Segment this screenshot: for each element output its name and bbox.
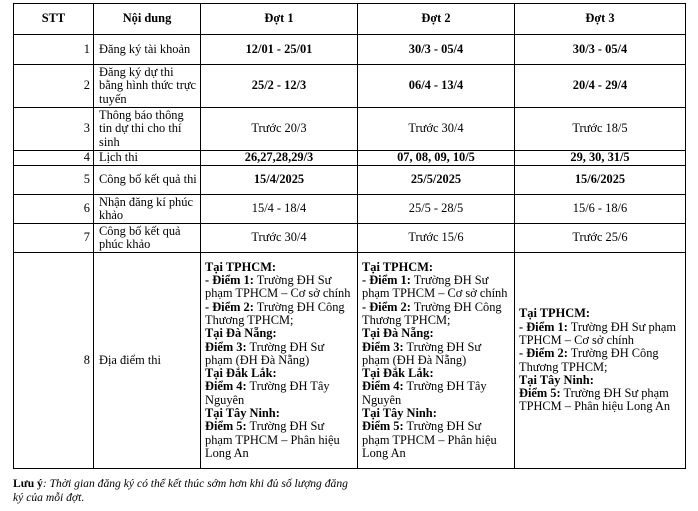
location-line-label: Điểm 3: (205, 339, 247, 354)
row-stt: 8 (14, 253, 94, 469)
location-line-label: Điểm 5: (519, 386, 561, 401)
row-stt: 4 (14, 151, 94, 166)
row-dot2: 07, 08, 09, 10/5 (358, 151, 515, 166)
row-dot2: 30/3 - 05/4 (358, 35, 515, 65)
location-line-text: Trường ĐH Sư phạm (567, 319, 676, 334)
row-dot3: Trước 25/6 (515, 224, 686, 253)
location-line-text: phạm TPHCM – Phân hiệu (362, 432, 497, 447)
row-dot2: 25/5/2025 (358, 166, 515, 195)
row-stt: 5 (14, 166, 94, 195)
row-stt: 6 (14, 195, 94, 224)
locations-dot1 (201, 253, 358, 469)
location-line-text: Trường ĐH Công (410, 299, 502, 314)
location-line-label: Tại Tây Ninh: (205, 406, 280, 421)
location-line-text: Nguyên (362, 392, 402, 407)
location-line-label: Điểm 3: (362, 339, 404, 354)
location-line (362, 434, 511, 447)
location-line-label: Tại TPHCM: (519, 306, 591, 321)
header-dot3: Đợt 3 (515, 4, 686, 35)
header-stt: STT (14, 4, 94, 35)
location-line-label: Tại TPHCM: (362, 259, 434, 274)
location-line (205, 367, 354, 380)
location-line-label: Tại Đắk Lắk: (205, 366, 277, 381)
location-line-label: Điểm 4: (362, 379, 404, 394)
table-row (14, 65, 686, 108)
location-line-label: Tại Tây Ninh: (362, 406, 437, 421)
table-row (14, 224, 686, 253)
table-row (14, 151, 686, 166)
location-line-text: Trường ĐH Sư phạm (560, 386, 669, 401)
location-line-label: - Điểm 2: (205, 299, 254, 314)
location-line (205, 274, 354, 287)
location-line (362, 354, 511, 367)
location-line-text: Trường ĐH Sư (246, 339, 325, 354)
row-dot3: 20/4 - 29/4 (515, 65, 686, 108)
location-line-text: Thương TPHCM; (362, 312, 451, 327)
location-line-text: Trường ĐH Sư (403, 339, 482, 354)
location-line (362, 420, 511, 433)
row-content: Công bố kết quả thi (94, 166, 201, 195)
location-line (519, 400, 682, 413)
row-dot3: 29, 30, 31/5 (515, 151, 686, 166)
location-line (519, 361, 682, 374)
row-dot2: 06/4 - 13/4 (358, 65, 515, 108)
row-stt: 2 (14, 65, 94, 108)
table-row-locations (14, 253, 686, 469)
location-line-text: Trường ĐH Sư (410, 273, 489, 288)
table-row (14, 108, 686, 151)
table-row (14, 195, 686, 224)
location-line-label: - Điểm 1: (205, 273, 254, 288)
row-dot3: 15/6 - 18/6 (515, 195, 686, 224)
location-line-text: TPHCM – Cơ sở chính (519, 332, 634, 347)
location-line (519, 387, 682, 400)
location-line (519, 307, 682, 320)
row-dot1: Trước 20/3 (201, 108, 358, 151)
row-dot3: 15/6/2025 (515, 166, 686, 195)
location-line-label: Tại Tây Ninh: (519, 372, 594, 387)
location-line (205, 380, 354, 393)
locations-dot2 (358, 253, 515, 469)
footnote (13, 477, 353, 504)
row-content: Công bố kết quả phúc khảo (94, 224, 201, 253)
header-dot2: Đợt 2 (358, 4, 515, 35)
table-header-row (14, 4, 686, 35)
location-line-label: Điểm 5: (205, 419, 247, 434)
location-line-text: Trường ĐH Công (567, 346, 659, 361)
row-content: Đăng ký dự thi bằng hình thức trực tuyến (94, 65, 201, 108)
location-line (362, 394, 511, 407)
location-line (519, 334, 682, 347)
row-dot2: Trước 15/6 (358, 224, 515, 253)
location-line (362, 380, 511, 393)
location-line (205, 327, 354, 340)
location-line-text: Trường ĐH Sư (253, 273, 332, 288)
location-line (205, 447, 354, 460)
row-content: Đăng ký tài khoản (94, 35, 201, 65)
location-line-text: Long An (362, 445, 406, 460)
row-content: Lịch thi (94, 151, 201, 166)
location-line (362, 287, 511, 300)
location-line-label: - Điểm 2: (519, 346, 568, 361)
location-line-label: - Điểm 1: (362, 273, 411, 288)
location-line (205, 287, 354, 300)
location-line (205, 394, 354, 407)
location-line (205, 301, 354, 314)
location-line-text: Trường ĐH Tây (246, 379, 330, 394)
locations-dot3 (515, 253, 686, 469)
location-line (362, 447, 511, 460)
table-row (14, 35, 686, 65)
location-line-label: Tại Đắk Lắk: (362, 366, 434, 381)
row-stt: 3 (14, 108, 94, 151)
location-line (362, 407, 511, 420)
location-line (362, 367, 511, 380)
row-dot1: Trước 30/4 (201, 224, 358, 253)
location-line-label: - Điểm 1: (519, 319, 568, 334)
location-line-text: Trường ĐH Sư (246, 419, 325, 434)
table-row (14, 166, 686, 195)
schedule-table (13, 3, 686, 469)
header-content: Nội dung (94, 4, 201, 35)
row-stt: 7 (14, 224, 94, 253)
location-line-text: Trường ĐH Tây (403, 379, 487, 394)
row-dot2: 25/5 - 28/5 (358, 195, 515, 224)
row-stt: 1 (14, 35, 94, 65)
location-line (362, 274, 511, 287)
location-line-text: TPHCM – Phân hiệu Long An (519, 399, 671, 414)
row-content: Thông báo thông tin dự thi cho thí sinh (94, 108, 201, 151)
row-content: Nhận đăng kí phúc khảo (94, 195, 201, 224)
location-line-text: Long An (205, 445, 249, 460)
location-line (205, 354, 354, 367)
row-dot1: 15/4/2025 (201, 166, 358, 195)
row-dot1: 25/2 - 12/3 (201, 65, 358, 108)
location-line (362, 314, 511, 327)
location-line-text: Trường ĐH Công (253, 299, 345, 314)
row-dot1: 12/01 - 25/01 (201, 35, 358, 65)
location-line (205, 341, 354, 354)
row-dot3: Trước 18/5 (515, 108, 686, 151)
location-line-text: Nguyên (205, 392, 245, 407)
row-dot1: 15/4 - 18/4 (201, 195, 358, 224)
location-line-label: Điểm 5: (362, 419, 404, 434)
location-line-text: Thương TPHCM; (205, 312, 294, 327)
location-line-label: Điểm 4: (205, 379, 247, 394)
location-line-text: phạm TPHCM – Phân hiệu (205, 432, 340, 447)
location-line-text: Trường ĐH Sư (403, 419, 482, 434)
location-line-label: - Điểm 2: (362, 299, 411, 314)
location-line (362, 301, 511, 314)
location-line-text: phạm TPHCM – Cơ sở chính (205, 286, 351, 301)
footnote-label: Lưu ý (13, 477, 43, 490)
location-line-label: Tại Đà Nẵng: (205, 326, 277, 341)
location-line (362, 341, 511, 354)
location-line (205, 261, 354, 274)
location-line-text: Thương TPHCM; (519, 359, 608, 374)
location-line (362, 261, 511, 274)
location-line (205, 314, 354, 327)
footnote-text: : Thời gian đăng ký có thể kết thúc sớm hơn khi đủ số lượng đăng ký của mỗi đợt. (13, 477, 348, 504)
location-line-text: phạm (ĐH Đà Nẵng) (205, 352, 310, 367)
location-line-label: Tại Đà Nẵng: (362, 326, 434, 341)
location-line (519, 374, 682, 387)
header-dot1: Đợt 1 (201, 4, 358, 35)
location-line (205, 407, 354, 420)
location-line (205, 434, 354, 447)
row-dot2: Trước 30/4 (358, 108, 515, 151)
location-line (519, 347, 682, 360)
row-content: Địa điểm thi (94, 253, 201, 469)
location-line-label: Tại TPHCM: (205, 259, 277, 274)
location-line (362, 327, 511, 340)
location-line (519, 321, 682, 334)
location-line-text: phạm TPHCM – Cơ sở chính (362, 286, 508, 301)
location-line (205, 420, 354, 433)
row-dot3: 30/3 - 05/4 (515, 35, 686, 65)
row-dot1: 26,27,28,29/3 (201, 151, 358, 166)
location-line-text: phạm (ĐH Đà Nẵng) (362, 352, 467, 367)
